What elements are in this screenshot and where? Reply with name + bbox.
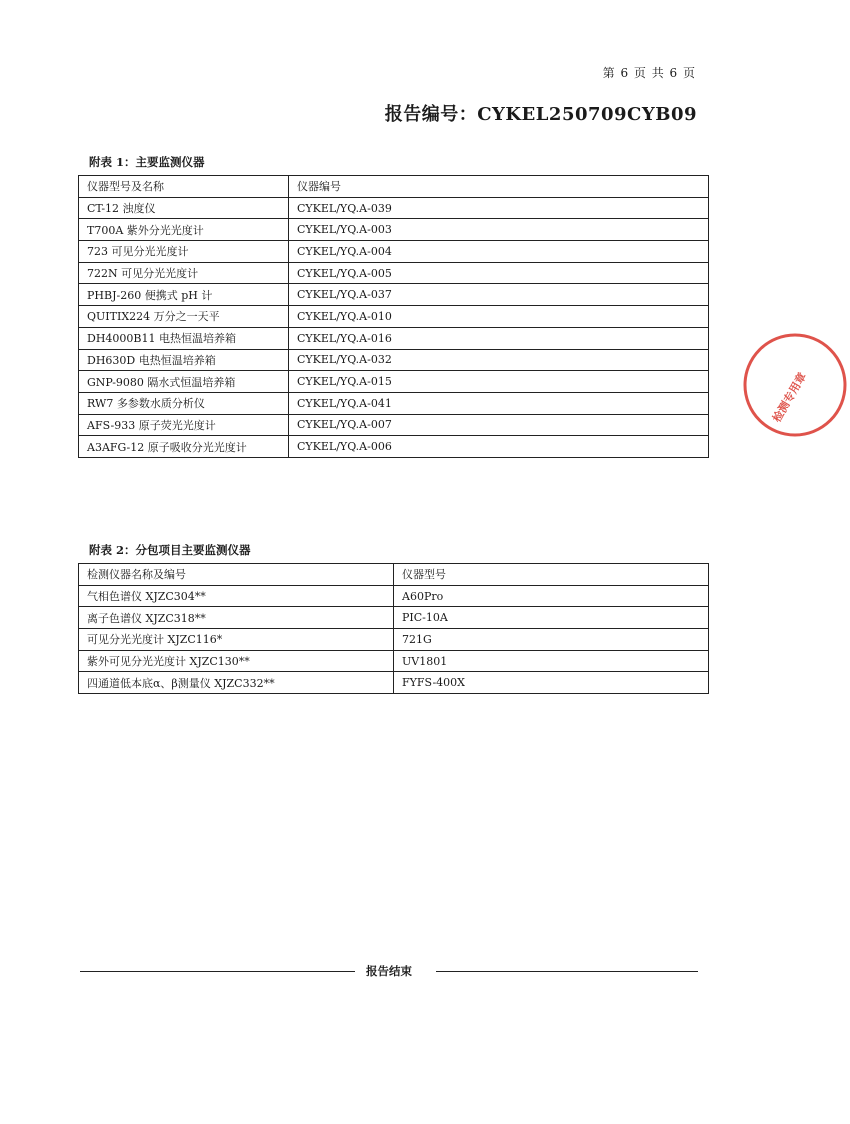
table-cell: CYKEL/YQ.A-010 xyxy=(289,306,709,328)
table-row xyxy=(79,585,709,607)
table-row xyxy=(79,629,709,651)
table-cell: CYKEL/YQ.A-004 xyxy=(289,241,709,263)
table-cell: CYKEL/YQ.A-037 xyxy=(289,284,709,306)
table-row xyxy=(79,284,709,306)
table-cell: T700A 紫外分光光度计 xyxy=(79,219,289,241)
subcontract-instruments-table xyxy=(78,563,709,694)
table-row xyxy=(79,650,709,672)
table-cell: PIC-10A xyxy=(394,607,709,629)
end-divider-left xyxy=(80,971,355,972)
table-cell: FYFS-400X xyxy=(394,672,709,694)
table-cell: 723 可见分光光度计 xyxy=(79,241,289,263)
table1-title: 附表 1：主要监测仪器 xyxy=(89,155,205,169)
column-header: 仪器型号 xyxy=(394,564,709,586)
svg-text:检测专用章: 检测专用章 xyxy=(770,370,809,425)
table-row xyxy=(79,392,709,414)
table-cell: 离子色谱仪 XJZC318** xyxy=(79,607,394,629)
table-row xyxy=(79,262,709,284)
table-cell: DH4000B11 电热恒温培养箱 xyxy=(79,327,289,349)
table-cell: 气相色谱仪 XJZC304** xyxy=(79,585,394,607)
table-row xyxy=(79,672,709,694)
table-cell: DH630D 电热恒温培养箱 xyxy=(79,349,289,371)
table-cell: RW7 多参数水质分析仪 xyxy=(79,392,289,414)
table-row xyxy=(79,349,709,371)
column-header: 仪器型号及名称 xyxy=(79,176,289,198)
table-cell: 721G xyxy=(394,629,709,651)
table-cell: QUITIX224 万分之一天平 xyxy=(79,306,289,328)
table-cell: 可见分光光度计 XJZC116* xyxy=(79,629,394,651)
table-cell: 紫外可见分光光度计 XJZC130** xyxy=(79,650,394,672)
table-cell: 四通道低本底α、β测量仪 XJZC332** xyxy=(79,672,394,694)
column-header: 检测仪器名称及编号 xyxy=(79,564,394,586)
table-cell: CYKEL/YQ.A-003 xyxy=(289,219,709,241)
table-cell: GNP-9080 隔水式恒温培养箱 xyxy=(79,371,289,393)
table-cell: CYKEL/YQ.A-039 xyxy=(289,197,709,219)
table-row xyxy=(79,197,709,219)
report-number: 报告编号：CYKEL250709CYB09 xyxy=(384,104,697,125)
table-cell: CYKEL/YQ.A-005 xyxy=(289,262,709,284)
table2-title: 附表 2：分包项目主要监测仪器 xyxy=(89,543,251,557)
table-cell: PHBJ-260 便携式 pH 计 xyxy=(79,284,289,306)
table-cell: CYKEL/YQ.A-007 xyxy=(289,414,709,436)
table-cell: 722N 可见分光光度计 xyxy=(79,262,289,284)
table-cell: A60Pro xyxy=(394,585,709,607)
table-row xyxy=(79,436,709,458)
table-row xyxy=(79,219,709,241)
end-divider-right xyxy=(436,971,698,972)
table-cell: A3AFG-12 原子吸收分光光度计 xyxy=(79,436,289,458)
table-cell: UV1801 xyxy=(394,650,709,672)
table-cell: CYKEL/YQ.A-006 xyxy=(289,436,709,458)
table-cell: CYKEL/YQ.A-016 xyxy=(289,327,709,349)
table-cell: CYKEL/YQ.A-032 xyxy=(289,349,709,371)
table-row xyxy=(79,306,709,328)
table-row xyxy=(79,327,709,349)
column-header: 仪器编号 xyxy=(289,176,709,198)
table-cell: CYKEL/YQ.A-041 xyxy=(289,392,709,414)
seal-stamp-icon xyxy=(740,330,850,440)
table-cell: AFS-933 原子荧光光度计 xyxy=(79,414,289,436)
table-row xyxy=(79,607,709,629)
table-row xyxy=(79,414,709,436)
table-row xyxy=(79,241,709,263)
table-header-row xyxy=(79,176,709,198)
main-instruments-table xyxy=(78,175,709,458)
table-cell: CT-12 浊度仪 xyxy=(79,197,289,219)
table-row xyxy=(79,371,709,393)
table-header-row xyxy=(79,564,709,586)
table-cell: CYKEL/YQ.A-015 xyxy=(289,371,709,393)
page-number: 第 6 页 共 6 页 xyxy=(602,66,696,80)
report-end-text: 报告结束 xyxy=(366,964,412,978)
